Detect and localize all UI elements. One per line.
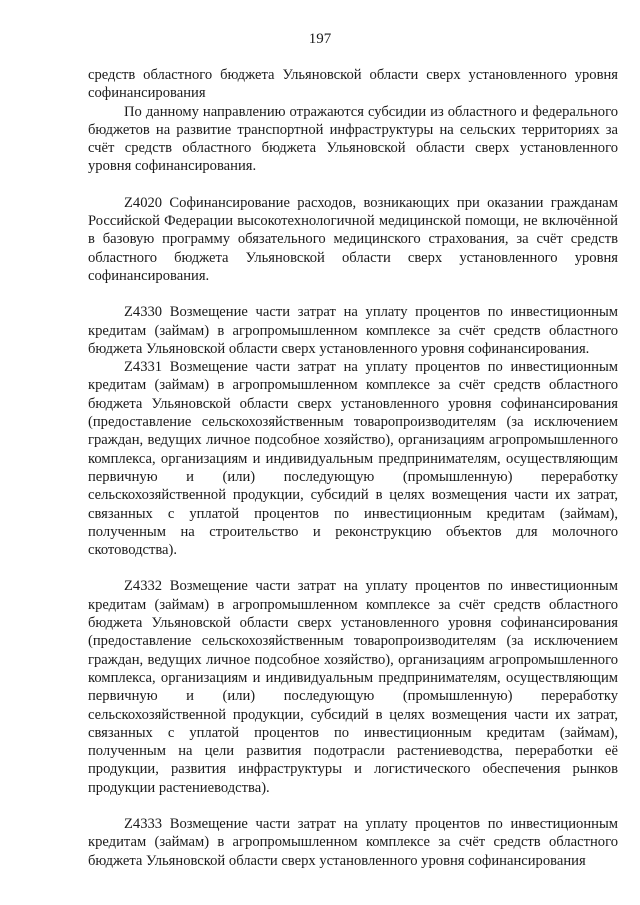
paragraph-spacer: [88, 176, 618, 194]
paragraph-z4331: Z4331 Возмещение части затрат на уплату процентов по инвестиционным кредитам (займам) в агропромышленном комплексе за счёт средств областного бюджета Ульяновской области сверх установленного уровня софинансирования (предоставление сельскохозяйственным товаропроизводителям (за исключением граждан, ведущих личное подсобное хозяйство), организациям агропромышленного комплекса, организациям и индивидуальным предпринимателям, осуществляющим первичную и (или) последующую (промышленную) переработку сельскохозяйственной продукции, субсидий в целях возмещения части их затрат, связанных с уплатой процентов по инвестиционным кредитам (займам), полученным на строительство и реконструкцию объектов для молочного скотоводства).: [88, 359, 618, 559]
paragraph-direction-note: По данному направлению отражаются субсидии из областного и федерального бюджетов на развитие транспортной инфраструктуры на сельских территориях за счёт средств областного бюджета Ульяновской области сверх установленного уровня софинансирования.: [88, 103, 618, 175]
document-body: [88, 66, 618, 870]
paragraph-continuation: средств областного бюджета Ульяновской области сверх установленного уровня софинансирования: [88, 67, 618, 102]
paragraph-spacer: [88, 797, 618, 815]
paragraph-z4020: Z4020 Софинансирование расходов, возникающих при оказании гражданам Российской Федерации высокотехнологичной медицинской помощи, не включённой в базовую программу обязательного медицинского страхования, за счёт средств областного бюджета Ульяновской области сверх установленного уровня софинансирования.: [88, 194, 618, 284]
page-number: 197: [308, 31, 332, 47]
paragraph-z4330: Z4330 Возмещение части затрат на уплату процентов по инвестиционным кредитам (займам) в агропромышленном комплексе за счёт средств областного бюджета Ульяновской области сверх установленного уровня софинансирования.: [88, 304, 618, 357]
paragraph-spacer: [88, 559, 618, 577]
paragraph-z4332: Z4332 Возмещение части затрат на уплату процентов по инвестиционным кредитам (займам) в агропромышленном комплексе за счёт средств областного бюджета Ульяновской области сверх установленного уровня софинансирования (предоставление сельскохозяйственным товаропроизводителям (за исключением граждан, ведущих личное подсобное хозяйство), организациям агропромышленного комплекса, организациям и индивидуальным предпринимателям, осуществляющим первичную и (или) последующую (промышленную) переработку сельскохозяйственной продукции, субсидий в целях возмещения части их затрат, связанных с уплатой процентов по инвестиционным кредитам (займам), полученным на цели развития подотрасли растениеводства, переработки её продукции, развития инфраструктуры и логистического обеспечения рынков продукции растениеводства).: [88, 578, 618, 796]
paragraph-z4333: Z4333 Возмещение части затрат на уплату процентов по инвестиционным кредитам (займам) в агропромышленном комплексе за счёт средств областного бюджета Ульяновской области сверх установленного уровня софинансирования: [88, 815, 618, 869]
paragraph-spacer: [88, 285, 618, 303]
